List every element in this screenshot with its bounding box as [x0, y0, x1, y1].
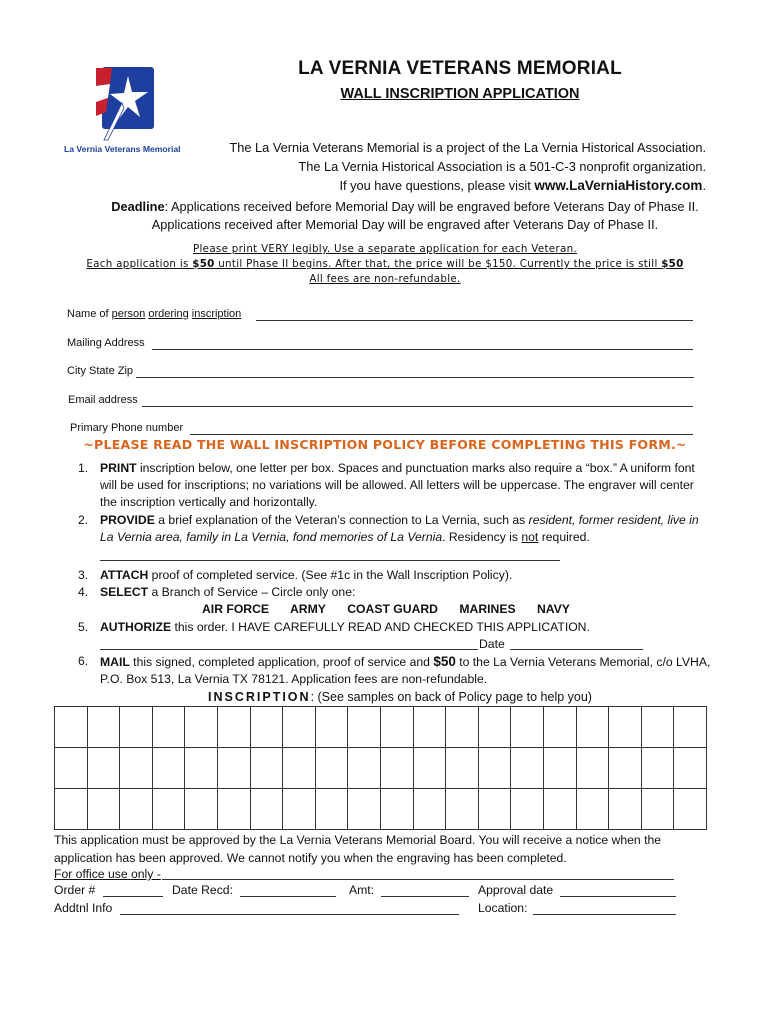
- inscription-row: [55, 748, 707, 789]
- step-keyword: SELECT: [100, 585, 149, 600]
- inscription-label: INSCRIPTION: [208, 690, 311, 704]
- letter-box[interactable]: [609, 748, 642, 789]
- letter-box[interactable]: [55, 748, 88, 789]
- letter-box[interactable]: [576, 789, 609, 830]
- phone-field[interactable]: [190, 434, 693, 435]
- intro-line-2: The La Vernia Historical Association is a 501-C-3 nonprofit organization.: [298, 159, 706, 174]
- letter-box[interactable]: [511, 789, 544, 830]
- letter-box[interactable]: [413, 748, 446, 789]
- letter-box[interactable]: [380, 707, 413, 748]
- steps-list: [72, 460, 712, 688]
- signature-field[interactable]: [100, 636, 478, 650]
- inscription-heading: [130, 690, 670, 704]
- amt-label: Amt:: [349, 883, 375, 897]
- deadline-line-1: [60, 198, 750, 216]
- letter-box[interactable]: [641, 789, 674, 830]
- letter-box[interactable]: [185, 748, 218, 789]
- letter-box[interactable]: [609, 789, 642, 830]
- mailing-address-field[interactable]: [152, 349, 693, 350]
- letter-box[interactable]: [283, 707, 316, 748]
- signature-row: [100, 636, 712, 653]
- intro-text: [200, 138, 706, 195]
- city-state-zip-field[interactable]: [136, 377, 694, 378]
- letter-box[interactable]: [674, 748, 707, 789]
- letter-box[interactable]: [674, 789, 707, 830]
- phone-field-label: Primary Phone number: [70, 422, 184, 434]
- letter-box[interactable]: [380, 748, 413, 789]
- letter-box[interactable]: [511, 748, 544, 789]
- step-text: to the La Vernia Veterans Memorial, c/o LVHA, P.O. Box 513, La Vernia TX 78121. Application fees are non-refundable.: [100, 654, 711, 687]
- deadline-section: [60, 198, 750, 234]
- letter-box[interactable]: [413, 707, 446, 748]
- amt-field[interactable]: [381, 896, 469, 897]
- step-price: $50: [433, 653, 456, 669]
- letter-box[interactable]: [478, 707, 511, 748]
- step-text: inscription below, one letter per box. Spaces and punctuation marks also require a “box.” A uniform font will be used for inscriptions; no variations will be allowed. All letters will be uppercase. The engraver will center the inscription vertically and horizontally.: [100, 461, 695, 510]
- step-keyword: PRINT: [100, 461, 137, 475]
- approval-date-label: Approval date: [478, 883, 554, 897]
- logo-caption: La Vernia Veterans Memorial: [64, 144, 181, 154]
- addtnl-info-label: Addtnl Info: [54, 901, 113, 915]
- deadline-text-1: : Applications received before Memorial Day will be engraved before Veterans Day of Phase II.: [164, 199, 699, 214]
- letter-box[interactable]: [543, 707, 576, 748]
- logo: [60, 64, 200, 156]
- step-3: [72, 567, 712, 584]
- office-use-rule: [162, 879, 674, 880]
- step-number: 4.: [78, 585, 89, 600]
- step-number: 5.: [78, 619, 89, 634]
- letter-box[interactable]: [511, 707, 544, 748]
- letter-box[interactable]: [55, 789, 88, 830]
- inscription-row: [55, 707, 707, 748]
- letter-box[interactable]: [250, 748, 283, 789]
- office-use-heading: For office use only -: [54, 867, 161, 881]
- letter-box[interactable]: [641, 707, 674, 748]
- name-field-label: [67, 308, 241, 320]
- branch-army[interactable]: ARMY: [289, 602, 326, 617]
- approval-notice: This application must be approved by the La Vernia Veterans Memorial Board. You will receive a notice when the application has been approved. We cannot notify you when the engraving has been completed.: [54, 833, 662, 865]
- letter-box[interactable]: [185, 707, 218, 748]
- letter-box[interactable]: [543, 789, 576, 830]
- page-subtitle: WALL INSCRIPTION APPLICATION: [340, 86, 580, 102]
- letter-box[interactable]: [185, 789, 218, 830]
- step-keyword: MAIL: [100, 654, 130, 669]
- letter-box[interactable]: [348, 707, 381, 748]
- date-recd-field[interactable]: [240, 896, 336, 897]
- letter-box[interactable]: [576, 748, 609, 789]
- location-label: Location:: [478, 901, 528, 915]
- step-text: this order. I HAVE CAREFULLY READ AND CHECKED THIS APPLICATION.: [171, 619, 590, 634]
- letter-box[interactable]: [674, 707, 707, 748]
- inscription-note: : (See samples on back of Policy page to help you): [310, 690, 592, 704]
- letter-box[interactable]: [315, 748, 348, 789]
- letter-box[interactable]: [380, 789, 413, 830]
- order-field[interactable]: [103, 896, 163, 897]
- intro-line-3: [200, 176, 706, 195]
- deadline-label: Deadline: [111, 199, 165, 214]
- letter-box[interactable]: [478, 748, 511, 789]
- branch-coast-guard[interactable]: COAST GUARD: [347, 602, 438, 617]
- step-keyword: PROVIDE: [100, 512, 155, 527]
- step-number: 1.: [78, 461, 89, 475]
- name-label-d: ordering: [148, 308, 189, 320]
- branch-air-force[interactable]: AIR FORCE: [202, 602, 270, 617]
- price-still: $50: [661, 258, 684, 270]
- step-6: [72, 653, 712, 688]
- branch-marines[interactable]: MARINES: [459, 602, 516, 617]
- mailing-field-label: Mailing Address: [67, 337, 145, 349]
- website-link[interactable]: www.LaVerniaHistory.com: [534, 178, 703, 193]
- letter-box[interactable]: [446, 707, 479, 748]
- letter-box[interactable]: [348, 748, 381, 789]
- letter-box[interactable]: [87, 707, 120, 748]
- policy-warning: ~PLEASE READ THE WALL INSCRIPTION POLICY BEFORE COMPLETING THIS FORM.~: [83, 437, 687, 452]
- step-2: [72, 512, 712, 561]
- print-note-2: [40, 257, 730, 272]
- print-note-3: All fees are non-refundable.: [309, 273, 461, 285]
- letter-box[interactable]: [576, 707, 609, 748]
- letter-box[interactable]: [217, 748, 250, 789]
- letter-box[interactable]: [446, 789, 479, 830]
- step-not: not: [521, 529, 539, 544]
- letter-box[interactable]: [283, 748, 316, 789]
- letter-box[interactable]: [217, 707, 250, 748]
- print-note-1: Please print VERY legibly. Use a separate application for each Veteran.: [193, 243, 577, 255]
- letter-box[interactable]: [283, 789, 316, 830]
- intro-line-3-suffix: .: [702, 178, 706, 193]
- city-field-label: City State Zip: [67, 365, 134, 377]
- approval-date-field[interactable]: [560, 896, 676, 897]
- page-title: LA VERNIA VETERANS MEMORIAL: [298, 58, 622, 79]
- step-1: [72, 460, 712, 512]
- step-text: a brief explanation of the Veteran’s connection to La Vernia, such as: [154, 512, 529, 527]
- letter-box[interactable]: [315, 789, 348, 830]
- location-field[interactable]: [533, 914, 676, 915]
- step-text: proof of completed service. (See #1c in the Wall Inscription Policy).: [148, 568, 513, 583]
- email-field-label: Email address: [68, 394, 138, 406]
- branch-navy[interactable]: NAVY: [536, 602, 570, 617]
- step-number: 3.: [78, 568, 89, 583]
- star-flag-logo-icon: [60, 64, 200, 144]
- letter-box[interactable]: [641, 748, 674, 789]
- letter-box[interactable]: [413, 789, 446, 830]
- letter-box[interactable]: [87, 748, 120, 789]
- inscription-row: [55, 789, 707, 830]
- letter-box[interactable]: [478, 789, 511, 830]
- letter-box[interactable]: [120, 707, 153, 748]
- step-text: . Residency is: [442, 529, 522, 544]
- print-note-2a: Each application is: [86, 258, 193, 270]
- letter-box[interactable]: [55, 707, 88, 748]
- letter-box[interactable]: [152, 748, 185, 789]
- letter-box[interactable]: [250, 789, 283, 830]
- name-label-a: Name of: [67, 308, 112, 320]
- name-field[interactable]: [256, 320, 693, 321]
- step-4: [72, 584, 712, 601]
- letter-box[interactable]: [120, 789, 153, 830]
- name-label-b: person: [111, 308, 146, 320]
- addtnl-info-field[interactable]: [120, 914, 459, 915]
- letter-box[interactable]: [315, 707, 348, 748]
- email-field[interactable]: [142, 406, 693, 407]
- intro-line-1: The La Vernia Veterans Memorial is a project of the La Vernia Historical Association.: [229, 140, 706, 155]
- letter-box[interactable]: [446, 748, 479, 789]
- letter-box[interactable]: [250, 707, 283, 748]
- step-number: 6.: [78, 653, 89, 668]
- inscription-grid: [54, 706, 707, 830]
- letter-box[interactable]: [609, 707, 642, 748]
- step-examples: resident, former resident, live in La Vernia area, family in La Vernia, fond memories of La Vernia: [100, 512, 699, 544]
- date-label: Date: [479, 636, 505, 651]
- step-5: [72, 619, 712, 653]
- step-keyword: AUTHORIZE: [100, 619, 172, 634]
- letter-box[interactable]: [120, 748, 153, 789]
- print-note-2b: until Phase II begins. After that, the price will be $150. Currently the price is still: [214, 258, 662, 270]
- step-text: required.: [538, 529, 590, 544]
- print-notes: [40, 242, 730, 287]
- date-recd-label: Date Recd:: [172, 883, 233, 897]
- letter-box[interactable]: [217, 789, 250, 830]
- date-field[interactable]: [510, 636, 643, 650]
- intro-line-3-prefix: If you have questions, please visit: [339, 178, 535, 193]
- step-keyword: ATTACH: [100, 568, 149, 583]
- name-label-f: inscription: [191, 308, 242, 320]
- order-label: Order #: [54, 883, 96, 897]
- step-text: a Branch of Service – Circle only one:: [148, 585, 356, 600]
- letter-box[interactable]: [152, 707, 185, 748]
- explanation-field[interactable]: [100, 550, 560, 561]
- letter-box[interactable]: [543, 748, 576, 789]
- letter-box[interactable]: [87, 789, 120, 830]
- branch-options: [72, 601, 712, 618]
- step-text: this signed, completed application, proof of service and: [129, 654, 434, 669]
- deadline-line-2: Applications received after Memorial Day will be engraved after Veterans Day of Phase II.: [151, 217, 659, 232]
- price-current: $50: [192, 258, 215, 270]
- step-number: 2.: [78, 512, 89, 527]
- letter-box[interactable]: [348, 789, 381, 830]
- letter-box[interactable]: [152, 789, 185, 830]
